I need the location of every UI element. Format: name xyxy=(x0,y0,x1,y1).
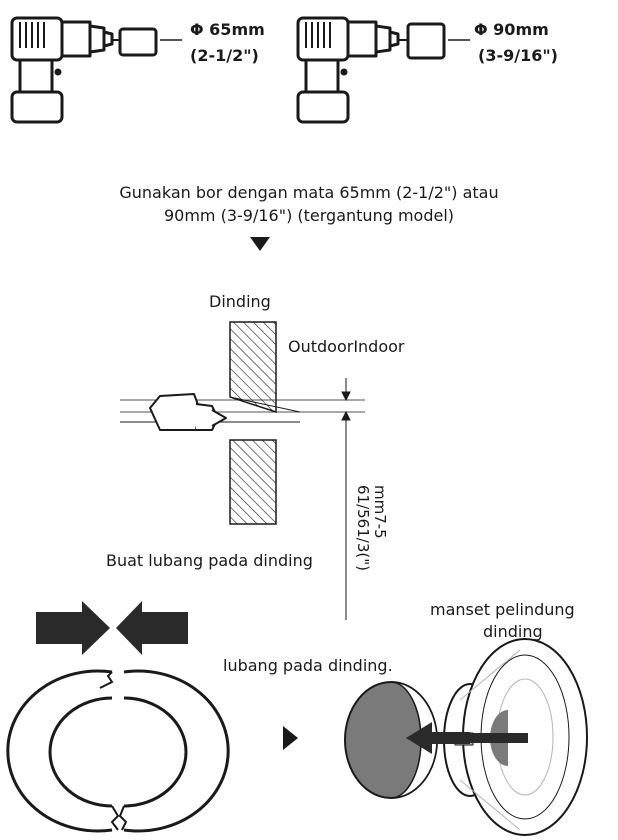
wall-label: Dinding xyxy=(209,292,271,311)
slope-label-line-2: 61/5​61/3(") xyxy=(354,485,372,571)
instruction-line-1: Gunakan bor dengan mata 65mm (2-1/2") atau xyxy=(119,183,499,202)
instruction-line-2: 90mm (3-9/16") (tergantung model) xyxy=(163,206,455,225)
side-labels: OutdoorIndoor xyxy=(288,337,405,356)
next-step-arrow-icon xyxy=(283,726,298,750)
hole-label: lubang pada dinding. xyxy=(223,656,393,675)
drill-90-diameter: Φ 90mm xyxy=(474,20,549,39)
slope-label xyxy=(354,485,388,571)
slope-label-line-1: mm7-5 xyxy=(371,485,389,539)
drill-90-inch: (3-9/16") xyxy=(478,46,558,65)
cuff-label-line-2: dinding xyxy=(483,622,543,641)
down-arrow-icon xyxy=(250,237,270,251)
cuff-label-line-1: manset pelindung xyxy=(430,600,575,619)
split-ring-icon xyxy=(8,671,228,831)
drill-65-inch: (2-1/2") xyxy=(190,46,259,65)
drill-65mm-icon xyxy=(12,18,182,122)
press-arrows-icon xyxy=(36,601,188,655)
drill-bit-icon xyxy=(150,394,226,430)
drill-90mm-icon xyxy=(298,18,470,122)
drill-caption: Buat lubang pada dinding xyxy=(106,551,313,570)
slope-dimension xyxy=(342,378,350,620)
drill-65-diameter: Φ 65mm xyxy=(190,20,265,39)
